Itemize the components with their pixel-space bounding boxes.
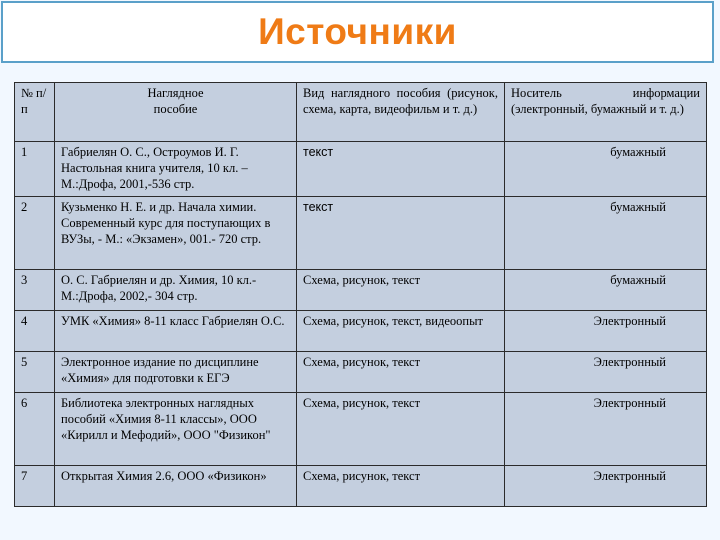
row-name: Открытая Химия 2.6, ООО «Физикон» bbox=[55, 466, 297, 507]
row-num: 6 bbox=[15, 393, 55, 466]
sources-table bbox=[14, 82, 707, 507]
row-type: Схема, рисунок, текст bbox=[297, 466, 505, 507]
row-type: текст bbox=[297, 197, 505, 270]
row-type: Схема, рисунок, текст bbox=[297, 270, 505, 311]
row-carrier: бумажный bbox=[505, 197, 707, 270]
table-row bbox=[15, 393, 707, 466]
row-name: Электронное издание по дисциплине «Химия» для подготовки к ЕГЭ bbox=[55, 352, 297, 393]
row-type: текст bbox=[297, 142, 505, 197]
row-carrier: Электронный bbox=[505, 311, 707, 352]
row-type: Схема, рисунок, текст, видеоопыт bbox=[297, 311, 505, 352]
table-row bbox=[15, 352, 707, 393]
table-row bbox=[15, 142, 707, 197]
row-num: 2 bbox=[15, 197, 55, 270]
row-type: Схема, рисунок, текст bbox=[297, 393, 505, 466]
page-title: Источники bbox=[258, 11, 457, 52]
row-num: 3 bbox=[15, 270, 55, 311]
row-name: Кузьменко Н. Е. и др. Начала химии. Современный курс для поступающих в ВУЗы, - М.: «Экзамен», 001.- 720 стр. bbox=[55, 197, 297, 270]
row-num: 7 bbox=[15, 466, 55, 507]
row-name: Библиотека электронных наглядных пособий «Химия 8-11 классы», ООО «Кирилл и Мефодий», ООО "Физикон" bbox=[55, 393, 297, 466]
row-num: 4 bbox=[15, 311, 55, 352]
table-header-row bbox=[15, 83, 707, 142]
row-carrier: бумажный bbox=[505, 142, 707, 197]
table-row bbox=[15, 197, 707, 270]
row-carrier: Электронный bbox=[505, 466, 707, 507]
row-carrier: бумажный bbox=[505, 270, 707, 311]
header-type: Вид наглядного пособия (рисунок, схема, карта, видеофильм и т. д.) bbox=[297, 83, 505, 142]
row-carrier: Электронный bbox=[505, 393, 707, 466]
title-banner bbox=[1, 1, 714, 63]
header-name: Наглядное пособие bbox=[55, 83, 297, 142]
row-type: Схема, рисунок, текст bbox=[297, 352, 505, 393]
header-carrier: Носитель информации (электронный, бумажный и т. д.) bbox=[505, 83, 707, 142]
row-name: УМК «Химия» 8-11 класс Габриелян О.С. bbox=[55, 311, 297, 352]
table-row bbox=[15, 466, 707, 507]
row-num: 1 bbox=[15, 142, 55, 197]
row-carrier: Электронный bbox=[505, 352, 707, 393]
table-row bbox=[15, 311, 707, 352]
row-name: Габриелян О. С., Остроумов И. Г. Настольная книга учителя, 10 кл. – М.:Дрофа, 2001,-536 стр. bbox=[55, 142, 297, 197]
row-num: 5 bbox=[15, 352, 55, 393]
header-num: № п/п bbox=[15, 83, 55, 142]
row-name: О. С. Габриелян и др. Химия, 10 кл.- М.:Дрофа, 2002,- 304 стр. bbox=[55, 270, 297, 311]
table-row bbox=[15, 270, 707, 311]
